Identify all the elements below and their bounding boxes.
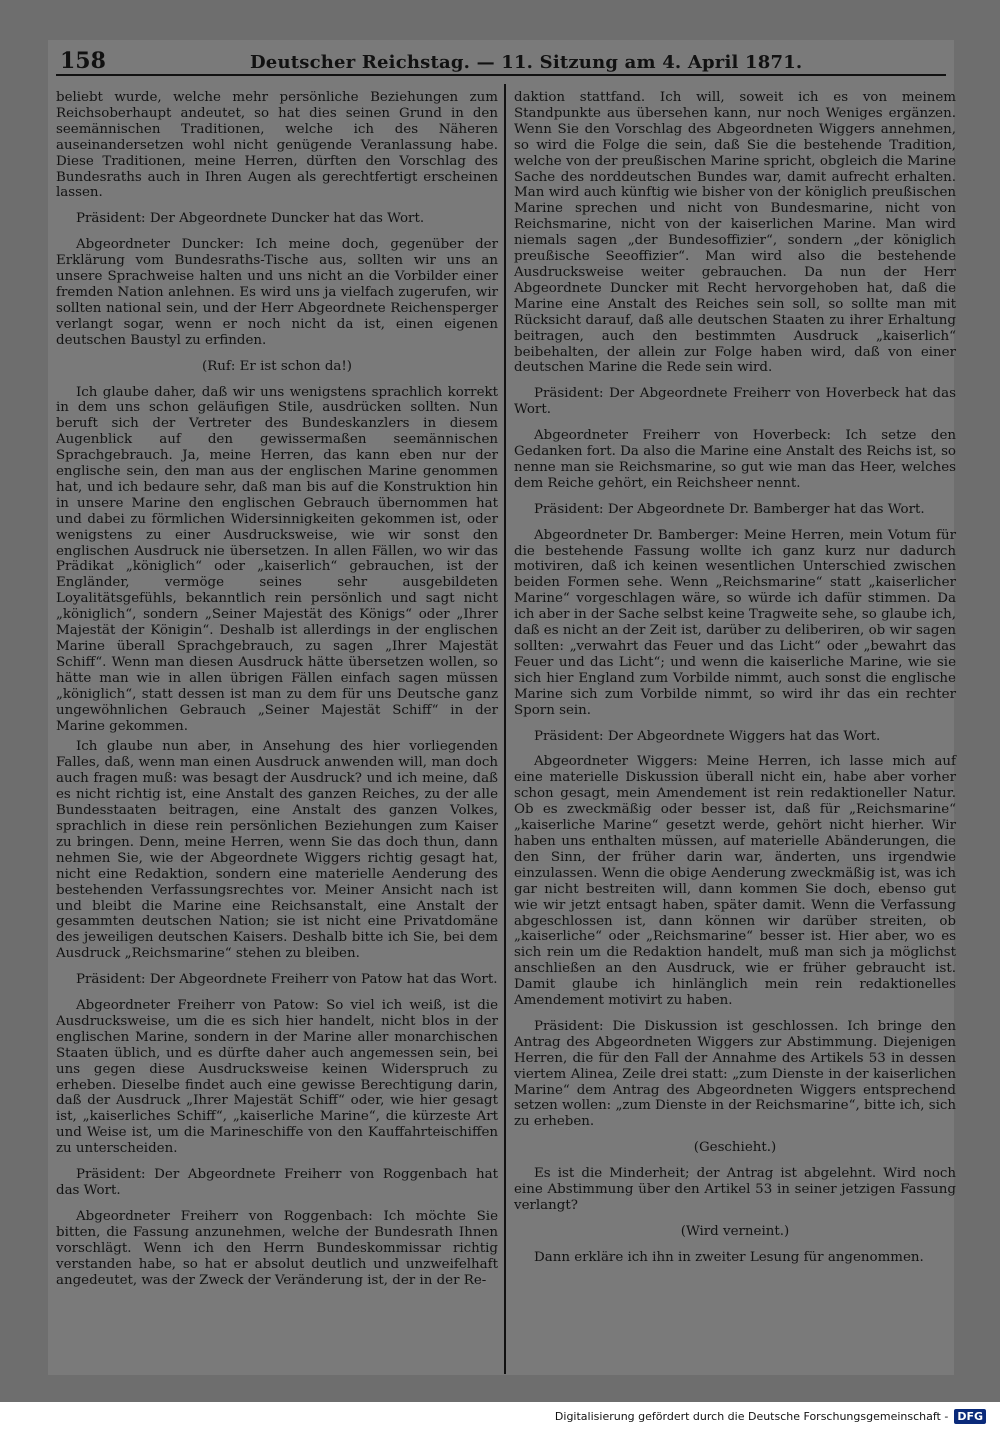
dfg-logo-icon: DFG [954,1409,986,1424]
president-remark: Präsident: Der Abgeordnete Freiherr von Patow hat das Wort. [76,972,498,988]
speech-duncker: Abgeordneter Duncker: Ich meine doch, gegenüber der Erklärung vom Bundesraths-Tische aus, sollten wir uns an unsere Sprachweise halten und uns nicht an die Vorbilder einer fremden Nation anlehnen. Es wird uns ja vielfach zugerufen, wir sollten national sein, und der Herr Abgeordnete Reichensperger verlangt sogar, wenn er noch nicht da ist, einen eigenen deutschen Baustyl zu erfinden. [56,237,498,348]
funding-credit: Digitalisierung gefördert durch die Deutsche Forschungsgemeinschaft - [554,1409,949,1423]
document-page [48,40,954,1375]
page-header [60,48,946,84]
page-number: 158 [60,48,106,74]
running-title: Deutscher Reichstag. — 11. Sitzung am 4. April 1871. [250,52,803,73]
president-remark: Präsident: Der Abgeordnete Duncker hat das Wort. [76,211,425,227]
president-remark: Präsident: Der Abgeordnete Freiherr von Roggenbach hat das Wort. [56,1167,498,1198]
speech-roggenbach: Abgeordneter Freiherr von Roggenbach: Ich möchte Sie bitten, die Fassung anzunehmen, welche der Bundesrath Ihnen vorschlägt. Wenn ich den Herrn Bundeskommissar richtig verstanden habe, so hat er absolut deutlich und unzweifelhaft angedeutet, was der Zweck der Veränderung ist, der in der Re- [56,1208,498,1288]
president-remark: Präsident: Die Diskussion ist geschlossen. Ich bringe den Antrag des Abgeordneten Wiggers zur Abstimmung. Diejenigen Herren, die für den Fall der Annahme des Artikels 53 in dessen viertem Alinea, Zeile drei statt: „zum Dienste in der kaiserlichen Marine“ dem Antrag des Abgeordneten Wiggers entsprechend setzen wollen: „zum Dienste in der Reichsmarine“, bitte ich, sich zu erheben. [514,1018,956,1130]
speech-wiggers: Abgeordneter Wiggers: Meine Herren, ich lasse mich auf eine materielle Diskussion überall nicht ein, habe aber vorher schon gesagt, mein Amendement ist rein redaktioneller Natur. Ob es zweckmäßig oder besser ist, daß für „Reichsmarine“ „kaiserliche Marine“ gesetzt werde, gehört nicht hierher. Wir haben uns enthalten müssen, auf materielle Abänderungen, die den Sinn, der früher darin war, änderten, uns irgendwie einzulassen. Wenn die obige Aenderung zweckmäßig ist, was ich gar nicht bestreiten will, dann kommen Sie doch, ebenso gut wie wir jetzt entsagt haben, später damit. Wenn die Verfassung abgeschlossen ist, dann können wir darüber streiten, ob „kaiserliche“ oder „Reichsmarine“ besser ist. Hier aber, wo es sich rein um die Redaktion handelt, muß man sich ja möglichst anschließen an den Ausdruck, wie er früher gebraucht ist. Damit glaube ich hinlänglich mein rein redaktionelles Amendement motivirt zu haben. [514,754,956,1009]
paragraph: Ich glaube nun aber, in Ansehung des hier vorliegenden Falles, daß, wenn man einen Ausdruck anwenden will, man doch auch fragen muß: was besagt der Ausdruck? und ich meine, daß es nicht richtig ist, eine Anstalt des ganzen Reiches, zu der alle Bundesstaaten beitragen, eine Anstalt des ganzen Volkes, sprachlich in diese rein persönlichen Beziehungen zum Kaiser zu bringen. Denn, meine Herren, wenn Sie das doch thun, dann nehmen Sie, wie der Abgeordnete Wiggers richtig gesagt hat, nicht eine Redaktion, sondern eine materielle Aenderung des bestehenden Verfassungsrechtes vor. Meiner Ansicht nach ist und bleibt die Marine eine Reichsanstalt, eine Anstalt der gesammten deutschen Nation; sie ist nicht eine Privatdomäne des jeweiligen deutschen Kaisers. Deshalb bitte ich Sie, bei dem Ausdruck „Reichsmarine“ stehen zu bleiben. [56,739,498,962]
president-remark: Präsident: Der Abgeordnete Dr. Bamberger hat das Wort. [534,501,925,517]
paragraph: daktion stattfand. Ich will, soweit ich es von meinem Standpunkte aus übersehen kann, nur noch Weniges ergänzen. Wenn Sie den Vorschlag des Abgeordneten Wiggers annehmen, so wird die Folge die sein, daß Sie die bestehende Tradition, welche von der preußischen Marine spricht, obgleich die Marine Sache des norddeutschen Bundes war, damit aufrecht erhalten. Man wird auch künftig wie bisher von der königlich preußischen Marine sprechen und nicht von Bundesmarine, nicht von Reichsmarine, nicht von der kaiserlichen Marine. Man wird niemals sagen „der Bundesoffizier“, sondern „der königlich preußische Seeoffizier“. Man wird also die bestehende Ausdrucksweise weiter gebrauchen. Da nun der Herr Abgeordnete Duncker mit Recht hervorgehoben hat, daß die Marine eine Anstalt des Reiches sein soll, so sollte man mit Rücksicht darauf, daß alle deutschen Staaten zu ihrer Erhaltung beitragen, auch den bestimmten Ausdruck „kaiserlich“ beibehalten, der allein zur Folge haben wird, daß von einer deutschen Marine die Rede sein wird. [514,90,956,376]
right-column [514,90,956,1271]
header-rule [56,74,946,76]
paragraph: beliebt wurde, welche mehr persönliche Beziehungen zum Reichsoberhaupt andeutet, so hat dies seinen Grund in den seemännischen Traditionen, welche ich des Näheren auseinandersetzen wohl nicht genügende Veranlassung habe. Diese Traditionen, meine Herren, dürften den Vorschlag des Bundesraths auch in Ihren Augen als gerechtfertigt erscheinen lassen. [56,90,498,201]
interjection: (Wird verneint.) [680,1223,790,1239]
footer [551,1406,990,1426]
column-divider [504,84,506,1374]
interjection: (Ruf: Er ist schon da!) [202,358,352,374]
paragraph: Ich glaube daher, daß wir uns wenigstens sprachlich korrekt in dem uns schon geläufigen Stile, ausdrücken sollten. Nun beruft sich der Vertreter des Bundeskanzlers in diesem Augenblick auf den gewissermaßen seemännischen Sprachgebrauch. Ja, meine Herren, das kann eben nur der englische sein, den man aus der englischen Marine genommen hat, und ich bedaure sehr, daß man bis auf die Konstruktion hin in unsere Marine den englischen Gebrauch übernommen hat und dabei zu förmlichen Widersinnigkeiten gekommen ist, oder wenigstens zu einer Ausdrucksweise, wie wir sonst den englischen Ausdruck nie übersetzen. In allen Fällen, wo wir das Prädikat „königlich“ oder „kaiserlich“ gebrauchen, ist der Engländer, vermöge seines sehr ausgebildeten Loyalitätsgefühls, bekanntlich rein persönlich und sagt nicht „königlich“, sondern „Seiner Majestät des Königs“ oder „Ihrer Majestät der Königin“. Deshalb ist allerdings in der englischen Marine überall Sprachgebrauch, zu sagen „Ihrer Majestät Schiff“. Wenn man diesen Ausdruck hätte übersetzen wollen, so hätte man wie in allen übrigen Fällen einfach sagen müssen „königlich“, statt dessen ist man zu dem für uns Deutsche ganz ungewöhnlichen Gebrauch „Seiner Majestät Schiff“ in der Marine gekommen. [56,384,498,734]
paragraph: Dann erkläre ich ihn in zweiter Lesung für angenommen. [534,1249,924,1265]
speech-bamberger: Abgeordneter Dr. Bamberger: Meine Herren, mein Votum für die bestehende Fassung wollte ich ganz kurz nur dadurch motiviren, daß ich keinen wesentlichen Unterschied zwischen beiden Formen sehe. Wenn „Reichsmarine“ statt „kaiserlicher Marine“ vorgeschlagen wäre, so würde ich dafür stimmen. Da ich aber in der Sache selbst keine Tragweite sehe, so glaube ich, daß es nicht an der Zeit ist, darüber zu deliberiren, ob wir sagen sollten: „verwahrt das Feuer und das Licht“ oder „bewahrt das Feuer und das Licht“; und wenn die kaiserliche Marine, wie sie sich hier England zum Vorbilde nimmt, auch sonst die englische Marine sich zum Vorbilde nimmt, so wird ihr das ein rechter Sporn sein. [514,527,956,718]
president-remark: Präsident: Der Abgeordnete Wiggers hat das Wort. [534,728,881,744]
speech-hoverbeck: Abgeordneter Freiherr von Hoverbeck: Ich setze den Gedanken fort. Da also die Marine eine Anstalt des Reichs ist, so nenne man sie Reichsmarine, so gut wie man das Heer, welches dem Reiche gehört, ein Reichsheer nennt. [514,428,956,491]
speech-patow: Abgeordneter Freiherr von Patow: So viel ich weiß, ist die Ausdrucksweise, um die es sich hier handelt, nicht blos in der englischen Marine, sondern in der Marine aller monarchischen Staaten üblich, und es dürfte daher auch angemessen sein, bei uns gegen diese Ausdrucksweise keinen Widerspruch zu erheben. Dieselbe findet auch eine gewisse Berechtigung darin, daß der Ausdruck „Ihrer Majestät Schiff“ oder, wie hier gesagt ist, „kaiserliches Schiff“, „kaiserliche Marine“, die kürzeste Art und Weise ist, um die Marineschiffe von den Kauffahrteischiffen zu unterscheiden. [56,998,498,1157]
left-column [56,90,498,1293]
paragraph: Es ist die Minderheit; der Antrag ist abgelehnt. Wird noch eine Abstimmung über den Artikel 53 in seiner jetzigen Fassung verlangt? [514,1166,956,1213]
president-remark: Präsident: Der Abgeordnete Freiherr von Hoverbeck hat das Wort. [514,386,956,418]
interjection: (Geschieht.) [693,1140,777,1156]
